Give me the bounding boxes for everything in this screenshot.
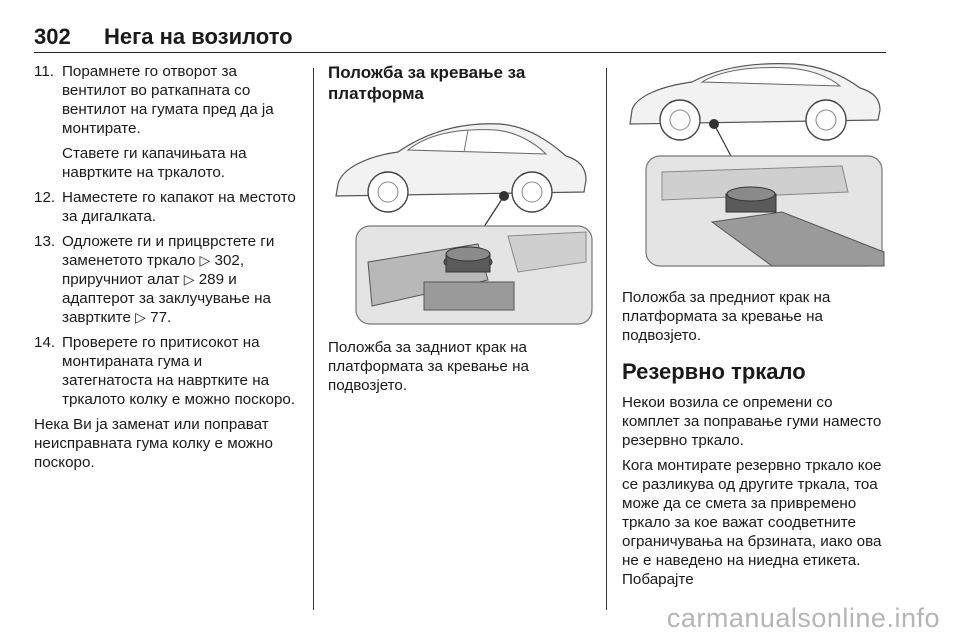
section-heading: Резервно тркало (622, 359, 806, 384)
reference-arrow-icon[interactable]: ▷ (199, 252, 211, 268)
paragraph: Кога монтирате резервно тркало кое се разликува од другите тркала, тоа може да се смета за привремено тркало за кое важат соодветните ограничувања на брзината, иако ова не е наведено на ниедна етикета. Побарајте (622, 457, 882, 588)
item-text: адаптерот за заклучување на завртките (62, 290, 271, 326)
closing-paragraph: Нека Ви ја заменат или поправат неисправната гума колку е можно поскоро. (34, 416, 273, 471)
rear-lift-point-illustration (328, 112, 594, 328)
page-reference[interactable]: 289 и (198, 271, 237, 288)
watermark: carmanualsonline.info (666, 603, 940, 633)
paragraph: Некои возила се опремени со комплет за поправање гуми наместо резервно тркало. (622, 394, 882, 449)
list-item (34, 62, 296, 138)
item-text: приручниот алат (62, 271, 184, 288)
page-reference[interactable]: 302, (214, 252, 245, 269)
column-divider (606, 68, 607, 610)
item-number: 12. (34, 189, 56, 206)
page-number: 302 (34, 24, 71, 49)
list-item (34, 188, 296, 226)
reference-arrow-icon[interactable]: ▷ (183, 271, 195, 287)
section-heading: Положба за кревање за платформа (328, 63, 526, 103)
item-text: Порамнете го отворот за вентилот во раткапната со вентилот на гумата пред да ја монтирате. (62, 63, 274, 137)
column-middle (328, 62, 596, 401)
column-divider (313, 68, 314, 610)
sub-paragraph: Ставете ги капачињата на навртките на тркалото. (62, 145, 247, 181)
item-text: Наместете го капакот на местото за дигалката. (62, 189, 296, 225)
item-number: 11. (34, 63, 54, 80)
item-text: Проверете го притисокот на монтираната гума и затегнатоста на навртките на тркалото колку е можно поскоро. (62, 334, 296, 408)
list-item (34, 333, 296, 409)
item-text: Одложете ги и прицврстете ги заменетото тркало (62, 233, 275, 269)
item-number: 14. (34, 334, 56, 351)
reference-arrow-icon[interactable]: ▷ (135, 309, 146, 325)
item-number: 13. (34, 233, 56, 250)
front-lift-point-illustration (622, 62, 888, 278)
list-item (34, 232, 296, 327)
chapter-title: Нега на возилото (104, 24, 293, 49)
figure-caption: Положба за предниот крак на платформата за кревање на подвозјето. (622, 289, 831, 344)
column-right (622, 62, 888, 595)
page-header (34, 22, 886, 53)
figure-caption: Положба за задниот крак на платформата за кревање на подвозјето. (328, 339, 529, 394)
page-reference[interactable]: 77. (150, 309, 172, 326)
column-left (34, 62, 296, 478)
